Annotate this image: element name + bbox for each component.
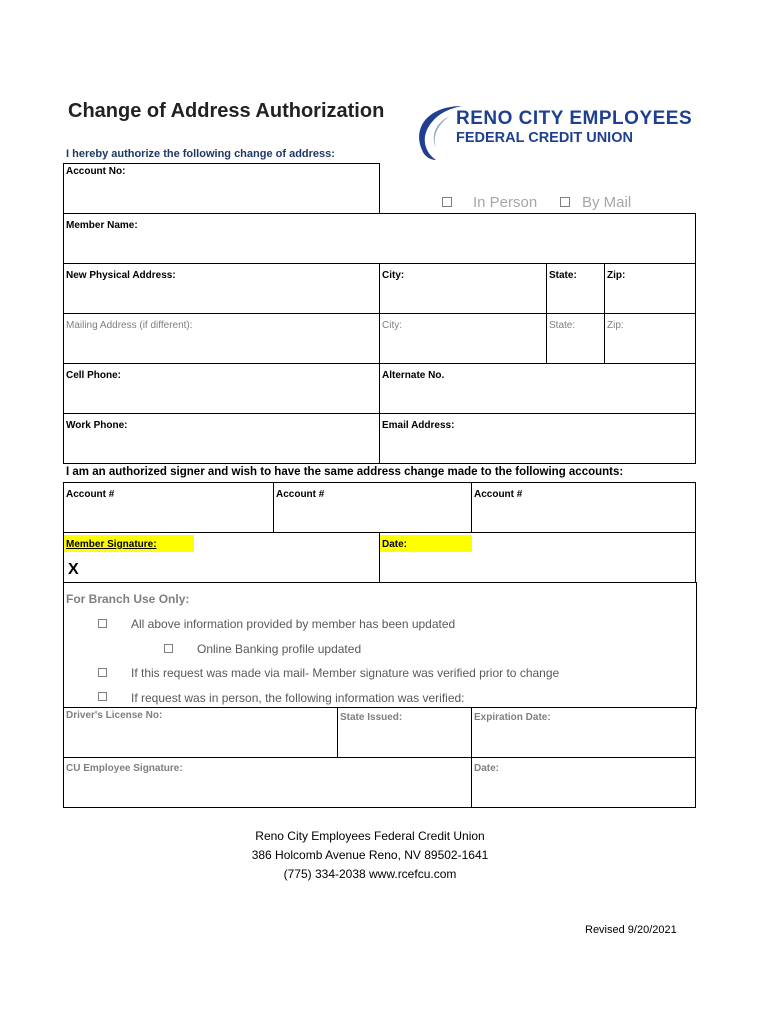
mailing-city-field[interactable] (379, 313, 547, 364)
expiration-date-field[interactable] (471, 707, 696, 758)
in-person-verified-label: If request was in person, the following information was verified: (131, 691, 465, 705)
email-address-field[interactable] (379, 413, 696, 464)
new-physical-address-label: New Physical Address: (66, 270, 176, 281)
date-field[interactable] (379, 532, 696, 583)
footer-address: 386 Holcomb Avenue Reno, NV 89502-1641 (251, 848, 489, 862)
new-physical-address-field[interactable] (63, 263, 380, 314)
zip-label: Zip: (607, 270, 626, 281)
in-person-label: In Person (473, 194, 538, 211)
cu-employee-signature-label: CU Employee Signature: (66, 763, 183, 774)
state-label: State: (549, 270, 577, 281)
state-issued-field[interactable] (337, 707, 472, 758)
page-title: Change of Address Authorization (68, 100, 385, 122)
mailing-zip-label: Zip: (607, 320, 624, 331)
member-name-field[interactable] (63, 213, 696, 264)
state-issued-label: State Issued: (340, 712, 403, 723)
in-person-checkbox[interactable] (442, 197, 452, 207)
by-mail-label: By Mail (582, 194, 632, 211)
account-2-field[interactable] (273, 482, 472, 533)
mailing-address-label: Mailing Address (if different): (66, 320, 193, 331)
credit-union-logo (410, 100, 693, 162)
account-1-field[interactable] (63, 482, 274, 533)
account-1-label: Account # (66, 489, 115, 500)
logo-line-1: RENO CITY EMPLOYEES (456, 108, 693, 129)
alternate-no-field[interactable] (379, 363, 696, 414)
online-banking-label: Online Banking profile updated (197, 642, 362, 656)
account-no-field[interactable] (63, 163, 380, 214)
expiration-date-label: Expiration Date: (474, 712, 551, 723)
footer-org-name: Reno City Employees Federal Credit Union (255, 829, 485, 843)
account-2-label: Account # (276, 489, 325, 500)
state-field[interactable] (546, 263, 605, 314)
account-3-field[interactable] (471, 482, 696, 533)
cell-phone-label: Cell Phone: (66, 370, 122, 381)
mailing-address-field[interactable] (63, 313, 380, 364)
info-updated-label: All above information provided by member has been updated (131, 617, 456, 631)
city-field[interactable] (379, 263, 547, 314)
mailing-city-label: City: (382, 320, 402, 331)
authorization-subtitle: I hereby authorize the following change of address: (66, 148, 335, 160)
authorized-signer-statement: I am an authorized signer and wish to have the same address change made to the following accounts: (66, 466, 624, 478)
mailing-zip-field[interactable] (604, 313, 696, 364)
date-label: Date: (382, 539, 408, 550)
online-banking-checkbox[interactable] (164, 644, 173, 653)
in-person-verified-checkbox[interactable] (98, 692, 107, 701)
signature-x-mark: X (68, 561, 79, 578)
branch-date-label: Date: (474, 763, 500, 774)
mailing-state-field[interactable] (546, 313, 605, 364)
member-name-label: Member Name: (66, 220, 138, 231)
zip-field[interactable] (604, 263, 696, 314)
branch-use-title: For Branch Use Only: (66, 592, 190, 606)
mail-signature-verified-checkbox[interactable] (98, 668, 107, 677)
footer-contact: (775) 334-2038 www.rcefcu.com (283, 867, 457, 881)
by-mail-checkbox[interactable] (560, 197, 570, 207)
account-3-label: Account # (474, 489, 523, 500)
info-updated-checkbox[interactable] (98, 619, 107, 628)
account-no-label: Account No: (66, 166, 126, 177)
branch-date-field[interactable] (471, 757, 696, 808)
revised-date: Revised 9/20/2021 (585, 924, 677, 936)
drivers-license-field[interactable] (63, 707, 338, 758)
mailing-state-label: State: (549, 320, 576, 331)
cu-employee-signature-field[interactable] (63, 757, 472, 808)
email-address-label: Email Address: (382, 420, 455, 431)
cell-phone-field[interactable] (63, 363, 380, 414)
alternate-no-label: Alternate No. (382, 370, 445, 381)
member-signature-label: Member Signature: (66, 539, 157, 550)
mail-signature-verified-label: If this request was made via mail- Member signature was verified prior to change (131, 666, 560, 680)
city-label: City: (382, 270, 405, 281)
logo-line-2: FEDERAL CREDIT UNION (456, 130, 633, 146)
member-signature-field[interactable] (63, 532, 380, 583)
work-phone-label: Work Phone: (66, 420, 128, 431)
drivers-license-label: Driver's License No: (66, 710, 163, 721)
work-phone-field[interactable] (63, 413, 380, 464)
